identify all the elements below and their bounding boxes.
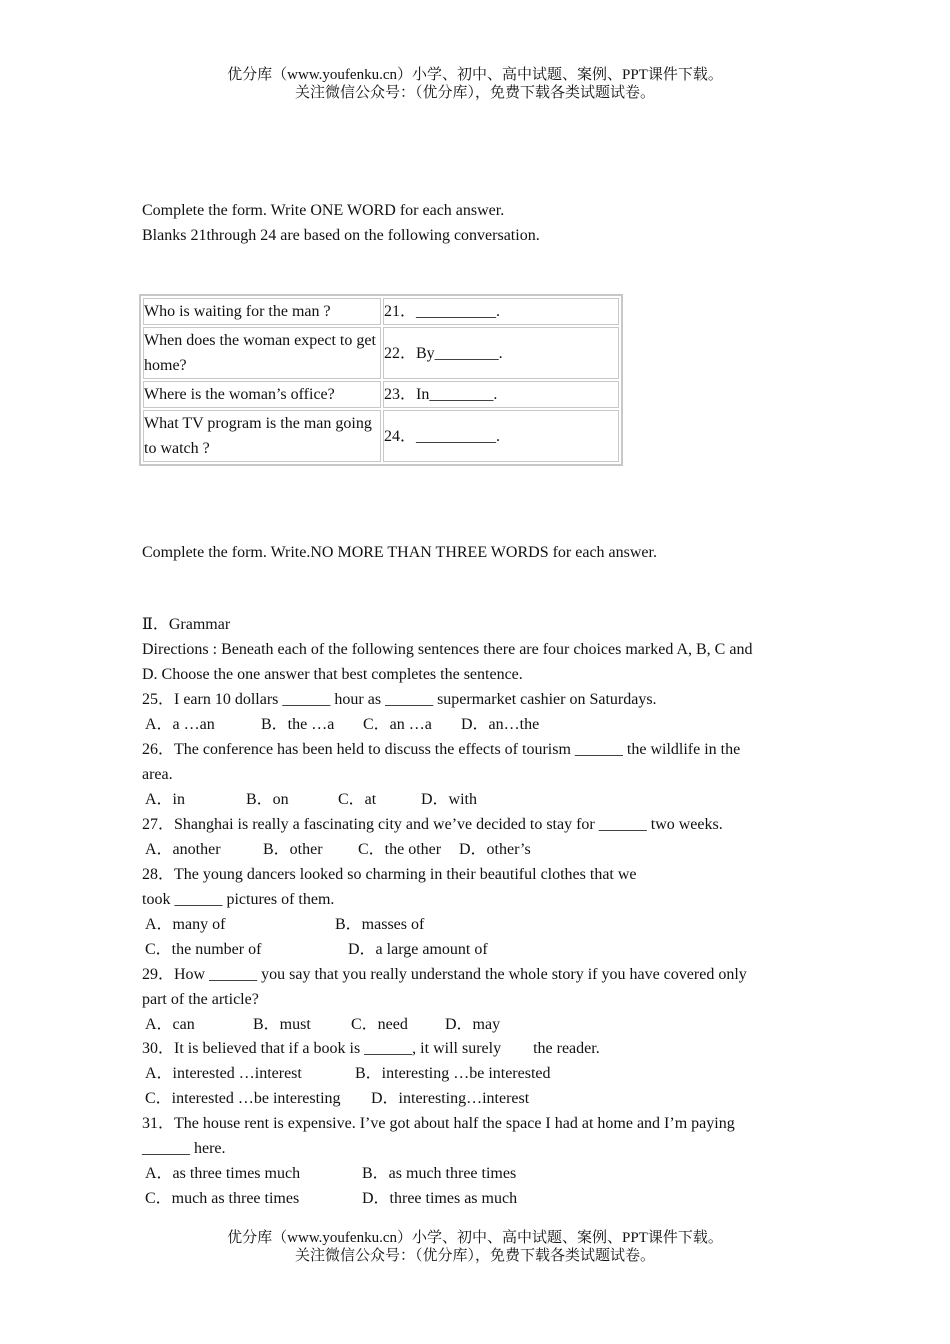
question-26-stem: 26．The conference has been held to discuss the effects of tourism ______ the wildlife in the [142,741,741,758]
page-footer [0,1229,950,1265]
option-a: A．many of [145,916,226,933]
option-a: A．in [145,791,186,808]
question-30-stem: 30．It is believed that if a book is ______, it will surely the reader. [142,1040,600,1057]
option-d: D．with [421,791,478,808]
option-d: D．a large amount of [348,941,488,958]
option-c: C．interested …be interesting [145,1090,341,1107]
header-line-2: 关注微信公众号：（优分库），免费下载各类试题试卷。 [294,85,655,101]
option-d: D．other’s [459,841,531,858]
section2-instruction: Complete the form. Write.NO MORE THAN THREE WORDS for each answer. [142,544,657,561]
option-b: B．on [246,791,289,808]
question-31-stem: 31．The house rent is expensive. I’ve got about half the space I had at home and I’m paying [142,1115,735,1132]
option-b: B．masses of [335,916,425,933]
question-29-stem-cont: part of the article? [142,991,259,1008]
option-c: C．much as three times [145,1190,300,1207]
form-question: Who is waiting for the man ? [143,298,381,325]
section1-note: Blanks 21through 24 are based on the following conversation. [142,227,540,244]
grammar-title: Ⅱ．Grammar [142,616,231,633]
option-c: C．the other [358,841,442,858]
option-d: D．three times as much [362,1190,518,1207]
answer-form-table [139,294,623,466]
grammar-directions-1: Directions : Beneath each of the following sentences there are four choices marked A, B, C and [142,641,753,658]
table-row [143,381,619,408]
page-header [0,66,950,102]
option-b: B．other [263,841,323,858]
option-a: A．a …an [145,716,215,733]
form-answer: 21．__________. [383,298,619,325]
option-b: B．the …a [261,716,335,733]
table-row [143,410,619,462]
option-b: B．must [253,1016,311,1033]
option-c: C．need [351,1016,408,1033]
grammar-directions-2: D. Choose the one answer that best completes the sentence. [142,666,523,683]
option-c: C．an …a [363,716,432,733]
option-d: D．interesting…interest [371,1090,530,1107]
table-row [143,298,619,325]
option-b: B．as much three times [362,1165,517,1182]
question-28-stem: 28．The young dancers looked so charming in their beautiful clothes that we [142,866,637,883]
option-d: D．may [445,1016,501,1033]
option-c: C．at [338,791,377,808]
option-a: A．as three times much [145,1165,301,1182]
form-question: When does the woman expect to get home? [143,327,381,379]
form-answer: 24．__________. [383,410,619,462]
footer-line-2: 关注微信公众号：（优分库），免费下载各类试题试卷。 [294,1248,655,1264]
form-answer: 23．In________. [383,381,619,408]
question-29-stem: 29．How ______ you say that you really understand the whole story if you have covered only [142,966,747,983]
form-question: Where is the woman’s office? [143,381,381,408]
option-b: B．interesting …be interested [355,1065,551,1082]
option-a: A．interested …interest [145,1065,302,1082]
question-26-stem-cont: area. [142,766,173,783]
form-question: What TV program is the man going to watch ? [143,410,381,462]
option-a: A．another [145,841,221,858]
question-25-stem: 25．I earn 10 dollars ______ hour as ______ supermarket cashier on Saturdays. [142,691,657,708]
option-c: C．the number of [145,941,262,958]
question-27-stem: 27．Shanghai is really a fascinating city and we’ve decided to stay for ______ two weeks. [142,816,723,833]
question-28-stem-cont: took ______ pictures of them. [142,891,335,908]
table-row [143,327,619,379]
section1-instruction: Complete the form. Write ONE WORD for each answer. [142,202,505,219]
header-line-1: 优分库（www.youfenku.cn）小学、初中、高中试题、案例、PPT课件下载。 [227,67,723,83]
option-a: A．can [145,1016,195,1033]
form-answer: 22．By________. [383,327,619,379]
question-31-stem-cont: ______ here. [142,1140,226,1157]
option-d: D．an…the [461,716,540,733]
footer-line-1: 优分库（www.youfenku.cn）小学、初中、高中试题、案例、PPT课件下载。 [227,1230,723,1246]
